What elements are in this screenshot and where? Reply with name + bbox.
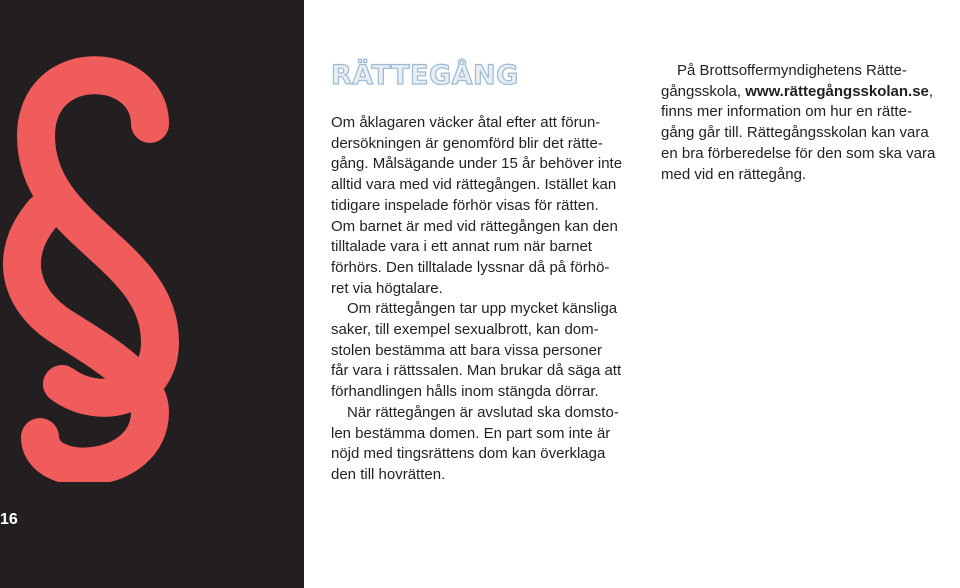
text-line: finns mer information om hur en rätte- bbox=[661, 103, 912, 121]
body-column-right bbox=[661, 61, 960, 185]
paragraph bbox=[661, 61, 960, 185]
text-line: en bra förberedelse för den som ska vara bbox=[661, 144, 936, 162]
text-line: gångsskola, bbox=[661, 82, 746, 100]
text-line: Om rättegången tar upp mycket känsliga bbox=[347, 300, 618, 318]
paragraph bbox=[331, 403, 651, 486]
page-title: RÄTTEGÅNG bbox=[331, 60, 519, 91]
text-line: tidigare inspelade förhör visas för rätten. bbox=[331, 196, 599, 214]
decorative-panel bbox=[0, 0, 304, 588]
body-column-left bbox=[331, 113, 651, 486]
text-line: tilltalade vara i ett annat rum när barnet bbox=[331, 238, 592, 256]
text-line: med vid en rättegång. bbox=[661, 165, 807, 183]
text-line: dersökningen är genomförd blir det rätte- bbox=[331, 134, 603, 152]
paragraph bbox=[331, 113, 651, 299]
text-line: förhörs. Den tilltalade lyssnar då på förhö- bbox=[331, 258, 610, 276]
text-line: ret via högtalare. bbox=[331, 279, 443, 297]
paragraph bbox=[331, 299, 651, 403]
website-link[interactable]: www.rättegångsskolan.se bbox=[745, 82, 929, 100]
text-line: Om åklagaren väcker åtal efter att förun- bbox=[331, 114, 601, 131]
text-line: förhandlingen hålls inom stängda dörrar. bbox=[331, 383, 599, 401]
section-sign-icon bbox=[0, 52, 190, 482]
text-line: saker, till exempel sexualbrott, kan dom- bbox=[331, 321, 599, 339]
text-line: När rättegången är avslutad ska domsto- bbox=[347, 403, 619, 421]
text-line: gång går till. Rättegångsskolan kan vara bbox=[661, 124, 929, 142]
text-punctuation: , bbox=[928, 82, 934, 100]
text-line: Om barnet är med vid rättegången kan den bbox=[331, 217, 618, 235]
text-line: gång. Målsägande under 15 år behöver inte bbox=[331, 155, 623, 173]
page-number: 16 bbox=[0, 511, 18, 528]
text-line: len bestämma domen. En part som inte är bbox=[331, 424, 611, 442]
text-line: nöjd med tingsrättens dom kan överklaga bbox=[331, 445, 606, 463]
text-line: den till hovrätten. bbox=[331, 465, 446, 483]
text-line: På Brottsoffermyndighetens Rätte- bbox=[677, 62, 907, 79]
text-line: får vara i rättssalen. Man brukar då säga att bbox=[331, 362, 622, 380]
text-line: alltid vara med vid rättegången. Istället kan bbox=[331, 176, 617, 194]
text-line: stolen bestämma att bara vissa personer bbox=[331, 341, 602, 359]
